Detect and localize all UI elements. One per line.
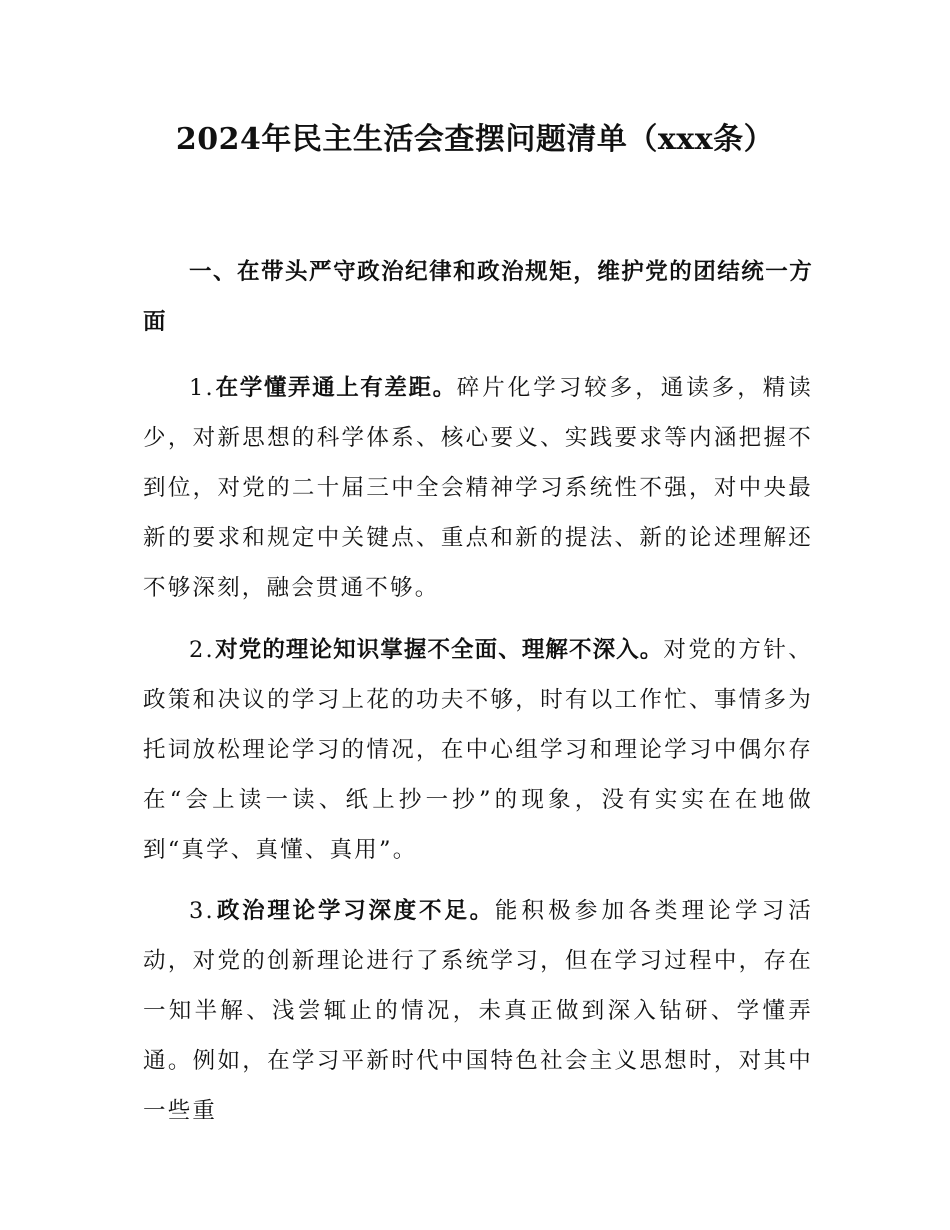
list-item	[143, 625, 813, 875]
paragraph	[143, 625, 813, 875]
item-lead: 在学懂弄通上有差距。	[214, 375, 457, 401]
item-number: 3.	[189, 898, 215, 924]
item-number: 1.	[189, 375, 215, 401]
section-heading: 一、在带头严守政治纪律和政治规矩，维护党的团结统一方面	[143, 259, 813, 335]
list-item	[143, 886, 813, 1136]
item-number: 2.	[189, 637, 215, 663]
paragraph	[143, 363, 813, 613]
item-text: 对党的方针、政策和决议的学习上花的功夫不够，时有以工作忙、事情多为托词放松理论学习的情况，在中心组学习和理论学习中偶尔存在“会上读一读、纸上抄一抄”的现象，没有实实在在地做到“真学、真懂、真用”。	[143, 637, 814, 863]
document-title: 2024年民主生活会查摆问题清单（xxx条）	[175, 122, 775, 157]
item-lead: 对党的理论知识掌握不全面、理解不深入。	[214, 637, 664, 663]
item-lead: 政治理论学习深度不足。	[214, 898, 495, 924]
item-text: 能积极参加各类理论学习活动，对党的创新理论进行了系统学习，但在学习过程中，存在一知半解、浅尝辄止的情况，未真正做到深入钻研、学懂弄通。例如，在学习平新时代中国特色社会主义思想时，对其中一些重	[143, 898, 813, 1124]
list-item	[143, 363, 813, 613]
item-text: 碎片化学习较多，通读多，精读少，对新思想的科学体系、核心要义、实践要求等内涵把握不到位，对党的二十届三中全会精神学习系统性不强，对中央最新的要求和规定中关键点、重点和新的提法、新的论述理解还不够深刻，融会贯通不够。	[143, 375, 813, 601]
paragraph	[143, 886, 813, 1136]
